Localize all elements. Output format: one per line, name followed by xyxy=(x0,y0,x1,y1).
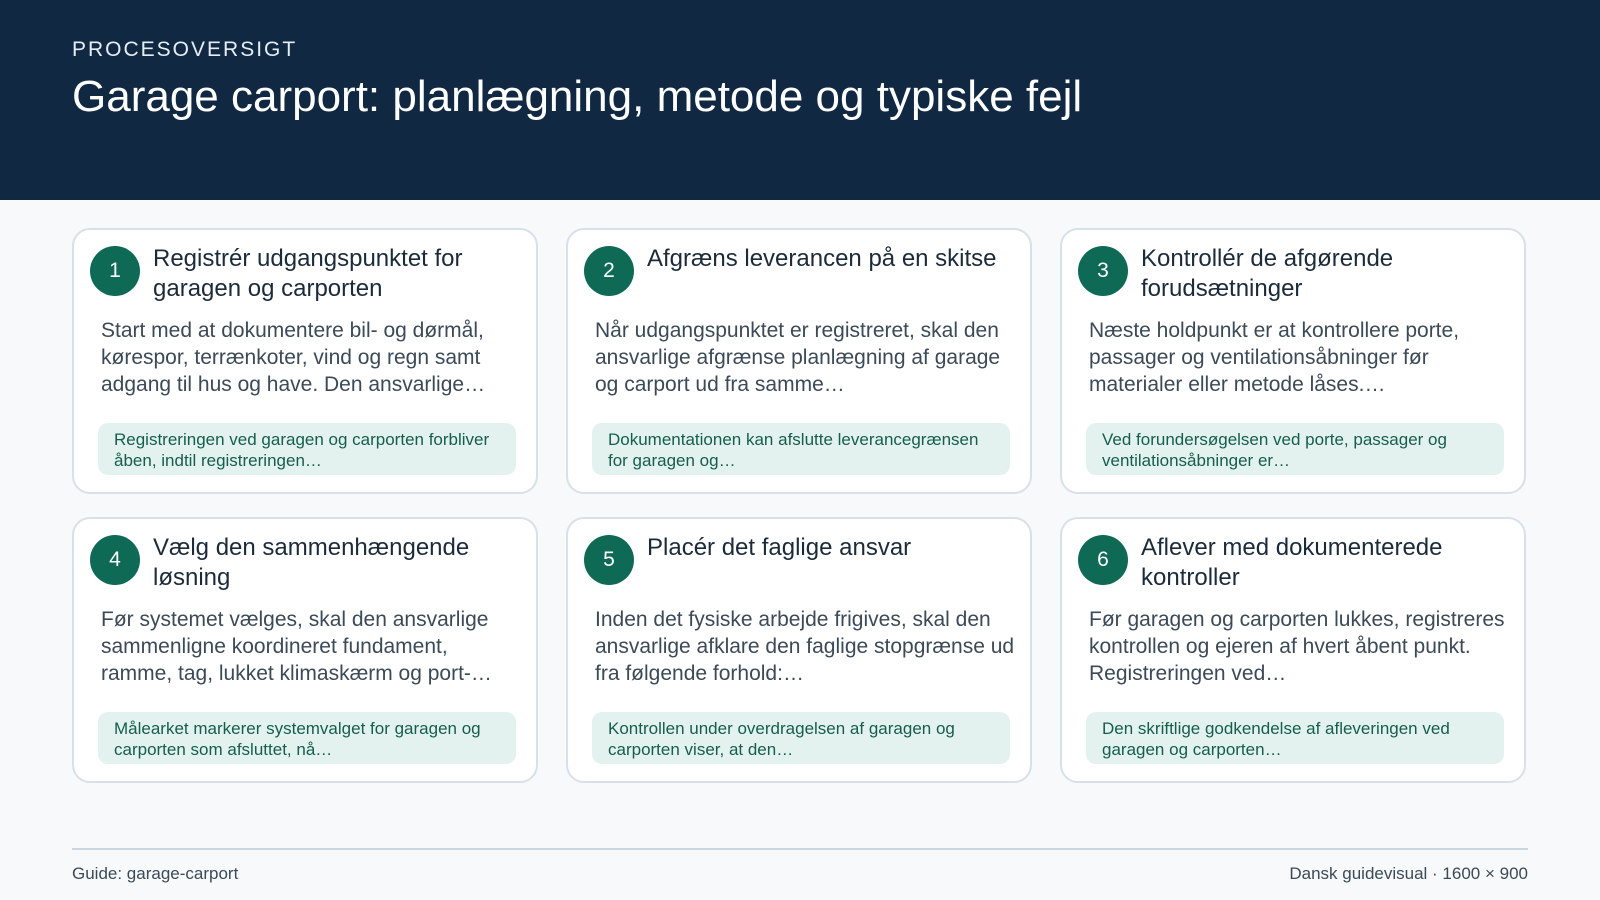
step-number-badge: 2 xyxy=(584,246,634,296)
step-title: Aflever med dokumenterede kontroller xyxy=(1141,534,1443,591)
step-title: Registrér udgangspunktet for garagen og carporten xyxy=(153,245,463,302)
header-banner xyxy=(0,0,1600,200)
step-description: Når udgangspunktet er registreret, skal den ansvarlige afgrænse planlægning af garage og carport ud fra samme… xyxy=(595,319,1001,396)
step-note: Dokumentationen kan afslutte leverancegrænsen for garagen og… xyxy=(592,423,1010,475)
step-number-badge: 3 xyxy=(1078,246,1128,296)
step-title: Placér det faglige ansvar xyxy=(647,534,912,561)
step-description: Start med at dokumentere bil- og dørmål, kørespor, terrænkoter, vind og regn samt adgang til hus og have. Den ansvarlige… xyxy=(101,319,486,396)
step-card-5 xyxy=(566,517,1032,783)
step-note: Målearket markerer systemvalget for garagen og carporten som afsluttet, nå… xyxy=(98,712,516,764)
step-description: Inden det fysiske arbejde frigives, skal den ansvarlige afklare den faglige stopgrænse ud fra følgende forhold:… xyxy=(595,608,1015,685)
footer-guide-label: Guide: garage-carport xyxy=(72,864,239,883)
footer-divider xyxy=(72,848,1528,850)
step-description: Før systemet vælges, skal den ansvarlige sammenligne koordineret fundament, ramme, tag, lukket klimaskærm og port-… xyxy=(101,608,492,685)
step-number-badge: 6 xyxy=(1078,535,1128,585)
step-title: Vælg den sammenhængende løsning xyxy=(153,534,470,591)
step-number-badge: 5 xyxy=(584,535,634,585)
step-note: Ved forundersøgelsen ved porte, passager og ventilationsåbninger er… xyxy=(1086,423,1504,475)
step-title: Kontrollér de afgørende forudsætninger xyxy=(1141,245,1394,302)
step-number-badge: 1 xyxy=(90,246,140,296)
step-card-6 xyxy=(1060,517,1526,783)
step-card-3 xyxy=(1060,228,1526,494)
step-note: Den skriftlige godkendelse af afleveringen ved garagen og carporten… xyxy=(1086,712,1504,764)
step-description: Før garagen og carporten lukkes, registreres kontrollen og ejeren af hvert åbent punkt. Registreringen ved… xyxy=(1089,608,1505,685)
step-card-1 xyxy=(72,228,538,494)
step-description: Næste holdpunkt er at kontrollere porte, passager og ventilationsåbninger før materialer eller metode låses.… xyxy=(1089,319,1460,396)
step-card-4 xyxy=(72,517,538,783)
step-note: Kontrollen under overdragelsen af garagen og carporten viser, at den… xyxy=(592,712,1010,764)
step-note: Registreringen ved garagen og carporten forbliver åben, indtil registreringen… xyxy=(98,423,516,475)
step-title: Afgræns leverancen på en skitse xyxy=(647,245,997,272)
page-title: Garage carport: planlægning, metode og typiske fejl xyxy=(72,72,1083,121)
footer-meta-label: Dansk guidevisual · 1600 × 900 xyxy=(1289,864,1528,883)
step-number-badge: 4 xyxy=(90,535,140,585)
step-card-2 xyxy=(566,228,1032,494)
eyebrow-label: PROCESOVERSIGT xyxy=(72,38,298,61)
